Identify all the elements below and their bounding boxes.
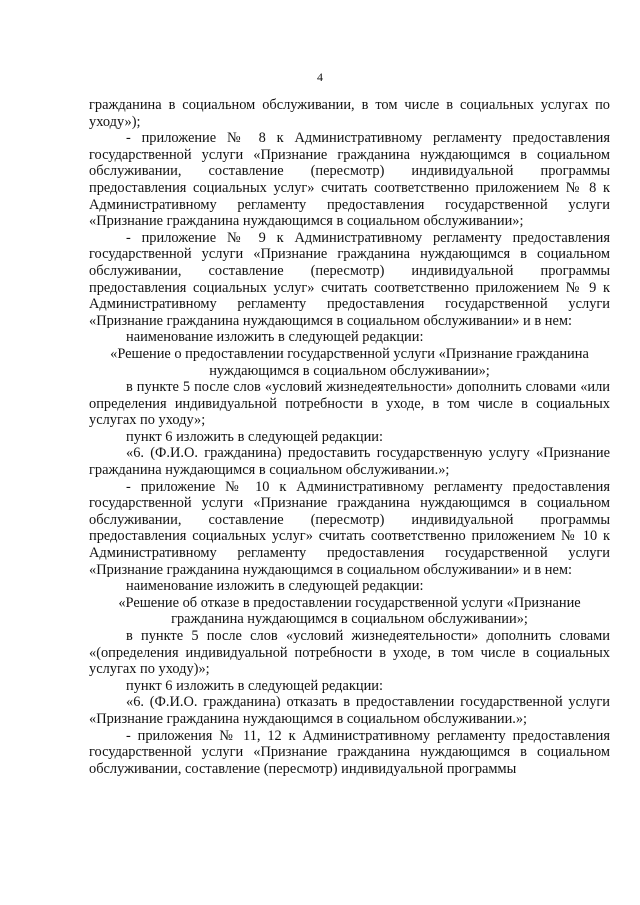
page-number: 4 <box>317 70 323 84</box>
paragraph-point-6-grant-text: «6. (Ф.И.О. гражданина) предоставить государственную услугу «Признание гражданина нуждающимся в социальном обслуживании.»; <box>89 445 610 479</box>
paragraph-point-6-instruction: пункт 6 изложить в следующей редакции: <box>126 677 383 694</box>
paragraph-point-6-instruction: пункт 6 изложить в следующей редакции: <box>126 428 383 445</box>
paragraph-appendix-9: - приложение № 9 к Административному регламенту предоставления государственной услуги «Признание гражданина нуждающимся в социальном обслуживании, составление (пересмотр) индивидуальной программы предоставления социальных услуг» считать соответственно приложением № 9 к Административному регламенту предоставления государственной услуги «Признание гражданина нуждающимся в социальном обслуживании» и в нем: <box>89 229 610 329</box>
paragraph-title-instruction: наименование изложить в следующей редакции: <box>126 578 424 595</box>
paragraph-appendix-8: - приложение № 8 к Административному регламенту предоставления государственной услуги «Признание гражданина нуждающимся в социальном обслуживании, составление (пересмотр) индивидуальной программы предоставления социальных услуг» считать соответственно приложением № 8 к Административному регламенту предоставления государственной услуги «Признание гражданина нуждающимся в социальном обслуживании»; <box>89 130 610 230</box>
quoted-title-refusal: «Решение об отказе в предоставлении государственной услуги «Признание гражданина нуждающимся в социальном обслуживании»; <box>118 594 581 628</box>
paragraph-point-5-amendment: в пункте 5 после слов «условий жизнедеятельности» дополнить словами «(определения индивидуальной потребности в уходе, в том числе в социальных услугах по уходу)»; <box>89 628 610 678</box>
paragraph-point-6-refusal-text: «6. (Ф.И.О. гражданина) отказать в предоставлении государственной услуги «Признание гражданина нуждающимся в социальном обслуживании.»; <box>89 694 610 727</box>
paragraph-point-5-amendment: в пункте 5 после слов «условий жизнедеятельности» дополнить словами «или определения индивидуальной потребности в уходе, в том числе в социальных услугах по уходу»; <box>89 379 610 429</box>
document-body <box>89 97 610 777</box>
quoted-title-grant: «Решение о предоставлении государственной услуги «Признание гражданина нуждающимся в социальном обслуживании»; <box>110 345 589 379</box>
paragraph-title-instruction: наименование изложить в следующей редакции: <box>126 329 424 346</box>
paragraph-appendix-10: - приложение № 10 к Административному регламенту предоставления государственной услуги «Признание гражданина нуждающимся в социальном обслуживании, составление (пересмотр) индивидуальной программы предоставления социальных услуг» считать соответственно приложением № 10 к Административному регламенту предоставления государственной услуги «Признание гражданина нуждающимся в социальном обслуживании» и в нем: <box>89 478 610 578</box>
paragraph-appendices-11-12: - приложения № 11, 12 к Административному регламенту предоставления государственной услуги «Признание гражданина нуждающимся в социальном обслуживании, составление (пересмотр) индивидуальной программы <box>89 727 610 777</box>
paragraph-continuation: гражданина в социальном обслуживании, в том числе в социальных услугах по уходу»); <box>89 97 610 130</box>
